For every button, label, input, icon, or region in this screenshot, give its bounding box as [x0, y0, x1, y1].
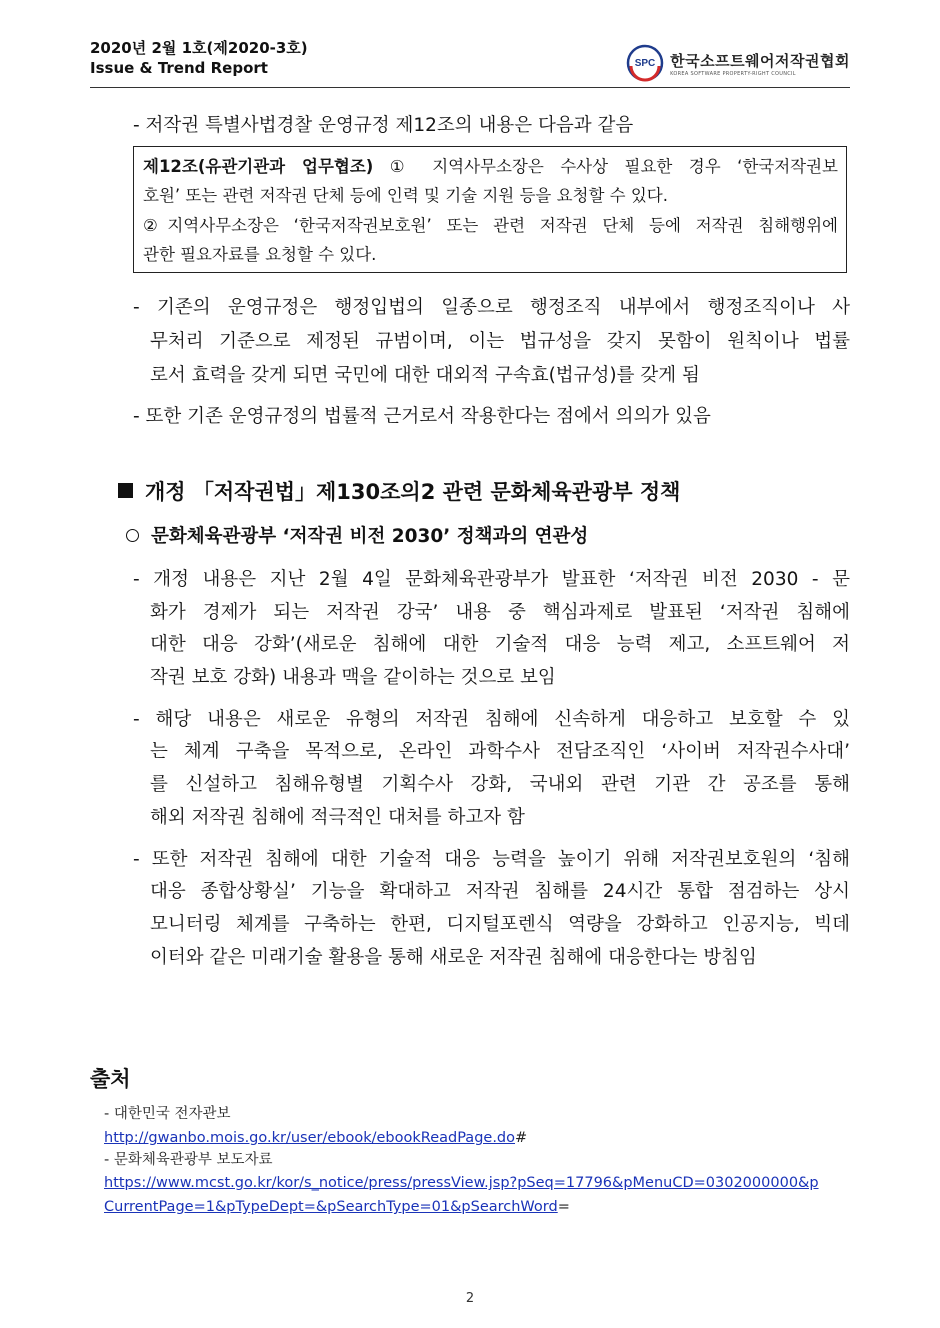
subsection-heading-text: 문화체육관광부 ‘저작권 비전 2030’ 정책과의 연관성	[151, 526, 589, 547]
bullet-line: 이터와 같은 미래기술 활용을 통해 새로운 저작권 침해에 대응한다는 방침임	[150, 947, 757, 968]
bullet-line: - 해당 내용은 새로운 유형의 저작권 침해에 신속하게 대응하고 보호할 수 있	[133, 709, 850, 730]
report-title: Issue & Trend Report	[90, 59, 268, 77]
subsection-heading	[126, 524, 588, 550]
article-line-4: 관한 필요자료를 요청할 수 있다.	[143, 245, 377, 264]
org-name: 한국소프트웨어저작권협회	[670, 51, 850, 70]
bullet-line: 모니터링 체계를 구축하는 한편, 디지털포렌식 역량을 강화하고 인공지능, 빅데	[150, 914, 850, 935]
bullet-line: 대응 종합상황실’ 기능을 확대하고 저작권 침해를 24시간 통합 점검하는 상시	[150, 881, 850, 902]
article-line-1-rest: ① 지역사무소장은 수사상 필요한 경우 ‘한국저작권보	[373, 157, 838, 176]
source-link-1-row	[104, 1128, 527, 1148]
source-label-2: - 문화체육관광부 보도자료	[104, 1152, 273, 1168]
article-line-2: 호원’ 또는 관련 저작권 단체 등에 인력 및 기술 지원 등을 요청할 수 있다.	[143, 186, 668, 205]
page-header	[90, 38, 850, 88]
org-logo	[626, 44, 850, 82]
bullet-line: 대한 대응 강화’(새로운 침해에 대한 기술적 대응 능력 제고, 소프트웨어 저	[150, 634, 850, 655]
article-title: 제12조(유관기관과 업무협조)	[143, 157, 374, 176]
article-line-1	[143, 156, 838, 178]
bullet-line: - 또한 저작권 침해에 대한 기술적 대응 능력을 높이기 위해 저작권보호원의 ‘침해	[133, 849, 850, 870]
square-bullet-icon	[118, 483, 133, 498]
intro-line: - 저작권 특별사법경찰 운영규정 제12조의 내용은 다음과 같음	[133, 115, 634, 136]
org-subtitle: KOREA SOFTWARE PROPERTY-RIGHT COUNCIL	[670, 70, 796, 77]
org-text	[670, 50, 850, 77]
source-link-1-suffix: #	[515, 1130, 528, 1146]
bullet-line: 해외 저작권 침해에 적극적인 대처를 하고자 함	[150, 807, 525, 828]
bullet-line: 작권 보호 강화) 내용과 맥을 같이하는 것으로 보임	[150, 667, 556, 688]
org-emblem-icon	[626, 44, 664, 82]
source-link-1[interactable]: http://gwanbo.mois.go.kr/user/ebook/ebookReadPage.do	[104, 1130, 515, 1146]
bullet-line: 는 체계 구축을 목적으로, 온라인 과학수사 전담조직인 ‘사이버 저작권수사대’	[150, 741, 850, 762]
bullet-line: 를 신설하고 침해유형별 기획수사 강화, 국내외 관련 기관 간 공조를 통해	[150, 774, 850, 795]
sources-title: 출처	[90, 1067, 131, 1091]
source-label-1: - 대한민국 전자관보	[104, 1106, 231, 1122]
section-heading	[118, 478, 680, 506]
bullet-line: 무처리 기준으로 제정된 규범이며, 이는 법규성을 갖지 못함이 원칙이나 법률	[150, 331, 850, 352]
bullet-line: 로서 효력을 갖게 되면 국민에 대한 대외적 구속효(법규성)를 갖게 됨	[150, 365, 700, 386]
bullet-line: - 또한 기존 운영규정의 법률적 근거로서 작용한다는 점에서 의의가 있음	[133, 406, 711, 427]
issue-date: 2020년 2월 1호(제2020-3호)	[90, 39, 308, 57]
source-link-2-suffix: =	[557, 1199, 570, 1215]
article-line-3: ②지역사무소장은 ‘한국저작권보호원’ 또는 관련 저작권 단체 등에 저작권 침해행위에	[143, 216, 838, 235]
bullet-line: 화가 경제가 되는 저작권 강국’ 내용 중 핵심과제로 발표된 ‘저작권 침해에	[150, 602, 850, 623]
source-link-2-row-2	[104, 1197, 570, 1217]
article-box	[133, 146, 847, 273]
section-heading-text: 개정 「저작권법」제130조의2 관련 문화체육관광부 정책	[145, 480, 681, 504]
logo-text: SPC	[634, 58, 656, 69]
source-link-2-cont[interactable]: CurrentPage=1&pTypeDept=&pSearchType=01&pSearchWord	[104, 1199, 558, 1215]
source-link-2[interactable]: https://www.mcst.go.kr/kor/s_notice/press/pressView.jsp?pSeq=17796&pMenuCD=0302000000&p	[104, 1175, 819, 1191]
source-link-2-row-1	[104, 1173, 819, 1193]
circle-bullet-icon	[126, 529, 139, 542]
bullet-line: - 기존의 운영규정은 행정입법의 일종으로 행정조직 내부에서 행정조직이나 사	[133, 297, 850, 318]
page-number: 2	[465, 1291, 475, 1306]
header-meta	[90, 38, 308, 78]
bullet-line: - 개정 내용은 지난 2월 4일 문화체육관광부가 발표한 ‘저작권 비전 2030 - 문	[133, 569, 850, 590]
